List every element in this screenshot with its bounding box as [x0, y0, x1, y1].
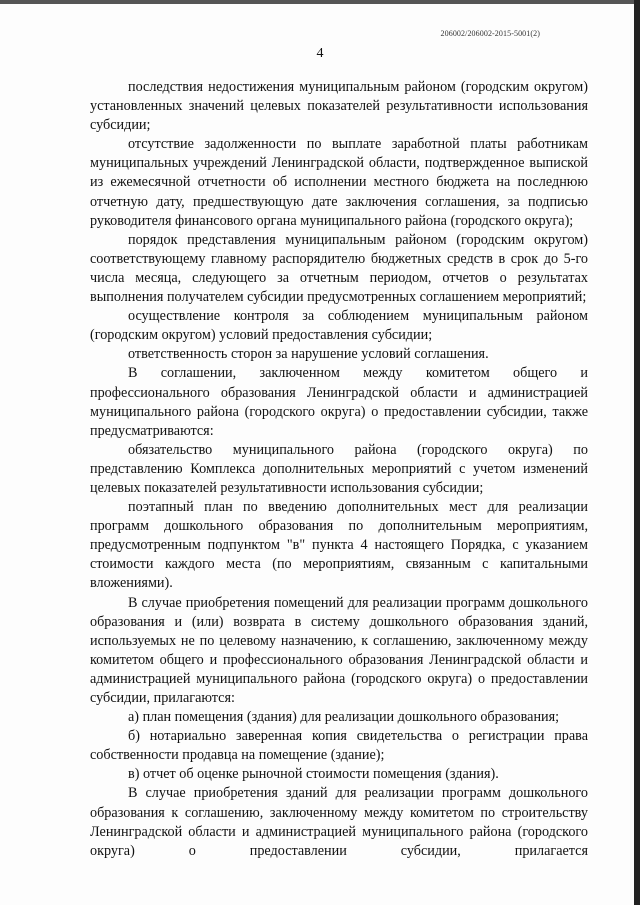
paragraph: поэтапный план по введению дополнительных мест для реализации программ дошкольного образования по дополнительным мероприятиям, предусмотренным подпунктом "в" пункта 4 настоящего Порядка, с указанием стоимости каждого места (по мероприятиям, связанным с капитальными вложениями).	[90, 499, 588, 592]
scan-edge-top	[0, 0, 640, 4]
list-item: б) нотариально заверенная копия свидетельства о регистрации права собственности продавца на помещение (здание);	[90, 728, 588, 764]
paragraph: обязательство муниципального района (городского округа) по представлению Комплекса дополнительных мероприятий с учетом изменений целевых показателей результативности использования субсидии;	[90, 441, 588, 496]
paragraph: ответственность сторон за нарушение условий соглашения.	[128, 346, 489, 363]
paragraph: отсутствие задолженности по выплате заработной платы работникам муниципальных учреждений Ленинградской области, подтвержденное выпиской из ежемесячной отчетности об исполнении местного бюджета на последнюю отчетную дату, предшествующую дате заключения соглашения, за подписью руководителя финансового органа муниципального района (городского округа);	[90, 136, 588, 229]
paragraph: В случае приобретения помещений для реализации программ дошкольного образования и (или) возврата в систему дошкольного образования зданий, используемых не по целевому назначению, к соглашению, заключенному между комитетом общего и профессионального образования Ленинградской области и администрацией муниципального района (городского округа) о предоставлении субсидии, прилагаются:	[90, 594, 588, 706]
paragraph: В случае приобретения зданий для реализации программ дошкольного образования к соглашению, заключенному между комитетом по строительству Ленинградской области и администрацией муниципального района (городского округа) о предоставлении субсидии, прилагается	[90, 785, 588, 859]
paragraph: осуществление контроля за соблюдением муниципальным районом (городским округом) условий предоставления субсидии;	[90, 308, 588, 344]
list-item: а) план помещения (здания) для реализации дошкольного образования;	[128, 709, 560, 726]
page-number: 4	[316, 46, 324, 61]
document-body	[90, 78, 588, 861]
paragraph: В соглашении, заключенном между комитетом общего и профессионального образования Ленинградской области и администрацией муниципального района (городского округа) о предоставлении субсидии, также предусматриваются:	[90, 365, 588, 439]
list-item: в) отчет об оценке рыночной стоимости помещения (здания).	[128, 766, 499, 783]
document-code: 206002/206002-2015-5001(2)	[440, 29, 540, 38]
paragraph: последствия недостижения муниципальным районом (городским округом) установленных значений целевых показателей результативности использования субсидии;	[90, 79, 588, 134]
paragraph: порядок представления муниципальным районом (городским округом) соответствующему главному распорядителю бюджетных средств в срок до 5-го числа месяца, следующего за отчетным периодом, отчетов о результатах выполнения получателем субсидии предусмотренных соглашением мероприятий;	[90, 231, 588, 306]
scan-edge-right	[634, 0, 640, 905]
